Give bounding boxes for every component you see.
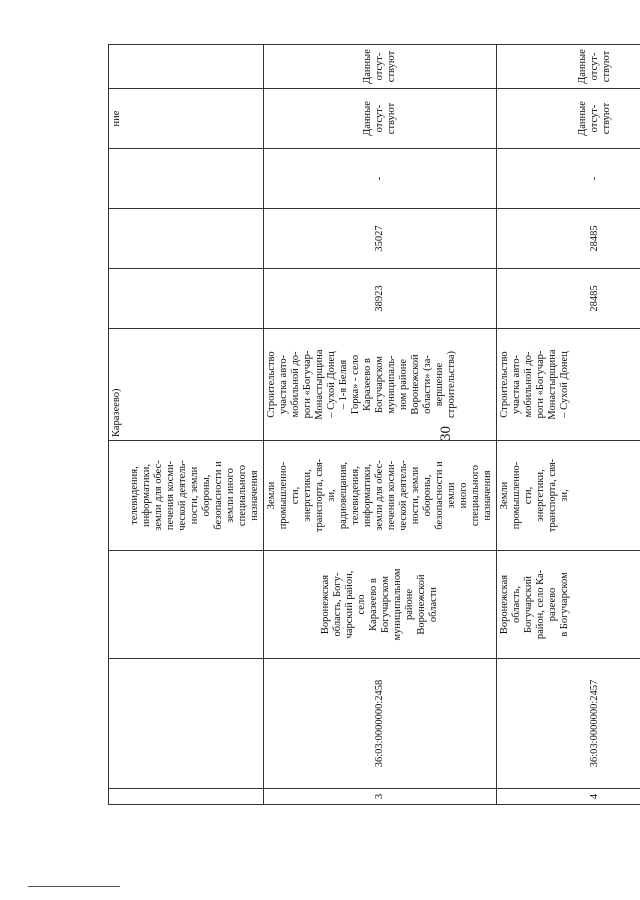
land-category-cell — [497, 441, 640, 551]
land-plots-table — [108, 44, 640, 805]
land-category-cell — [264, 441, 497, 551]
area-a-cell: 38923 — [264, 269, 497, 329]
object-name-cell — [109, 329, 264, 441]
land-category-text: Земли промышленно- сти, энергетики, транспорта, свя- зи, — [499, 458, 570, 533]
table-row — [264, 45, 497, 805]
area-a-cell — [109, 269, 264, 329]
col-d-cell — [264, 89, 497, 149]
row-index: 4 — [497, 789, 640, 805]
col-e-cell — [497, 45, 640, 89]
col-d-cell — [109, 89, 264, 149]
area-a-cell: 28485 — [497, 269, 640, 329]
col-e-text: Данные отсут- ствуют — [362, 49, 397, 84]
address-cell — [109, 551, 264, 659]
row-index: 3 — [264, 789, 497, 805]
object-name-cell — [497, 329, 640, 441]
area-b-cell: 35027 — [264, 209, 497, 269]
address-cell — [497, 551, 640, 659]
col-d-cell — [497, 89, 640, 149]
col-d-text: Данные отсут- ствуют — [362, 101, 397, 136]
col-d-text: ние — [111, 110, 122, 127]
land-category-text: Земли промышленно- сти, энергетики, транспорта, свя- зи, радиовещания, телевидения, информатики, земли для обес- печения косми- ческой деятель- ности, земли обороны, безопасности и земли иного специального назначения — [266, 458, 493, 533]
address-text: Воронежская область, Богу- чарский район, село Каразеево в Богучарском муниципальном районе Воронежской области — [320, 568, 439, 641]
table-row — [497, 45, 640, 805]
object-name-cell — [264, 329, 497, 441]
address-text: Воронежская область, Богучарский район, село Ка- разеево в Богучарском — [499, 569, 570, 640]
col-e-text: Данные отсут- ствуют — [577, 49, 612, 84]
col-c-cell: - — [264, 149, 497, 209]
col-c-cell: - — [497, 149, 640, 209]
col-e-cell — [264, 45, 497, 89]
col-c-cell — [109, 149, 264, 209]
footer-rule — [28, 886, 120, 887]
cadastral-number: 36:03:0000000:2457 — [497, 659, 640, 789]
land-category-text: телевидения, информатики, земли для обес- печения косми- ческой деятель- ности, земли обороны, безопасности и земли иного специального назначения — [129, 460, 260, 531]
object-name-text: Каразеево) — [111, 388, 122, 437]
col-e-cell — [109, 45, 264, 89]
address-cell — [264, 551, 497, 659]
object-name-text: Строительство участка авто- мобильной до- роги «Богучар- Монастырщина – Сухой Донец – 1-я Белая Горка» - село Каразеево в Богучарском муниципаль- ном районе Воронежской области» (за- вершение строительства) — [266, 349, 457, 420]
page-number: 30 — [438, 426, 454, 441]
row-index — [109, 789, 264, 805]
cadastral-number: 36:03:0000000:2458 — [264, 659, 497, 789]
land-category-cell — [109, 441, 264, 551]
area-b-cell — [109, 209, 264, 269]
rotated-table-wrapper — [108, 45, 612, 805]
object-name-text: Строительство участка авто- мобильной до- роги «Богучар- Монастырщина – Сухой Донец — [499, 349, 570, 420]
cadastral-number — [109, 659, 264, 789]
col-d-text: Данные отсут- ствуют — [577, 101, 612, 136]
table-row — [109, 45, 264, 805]
area-b-cell: 28485 — [497, 209, 640, 269]
